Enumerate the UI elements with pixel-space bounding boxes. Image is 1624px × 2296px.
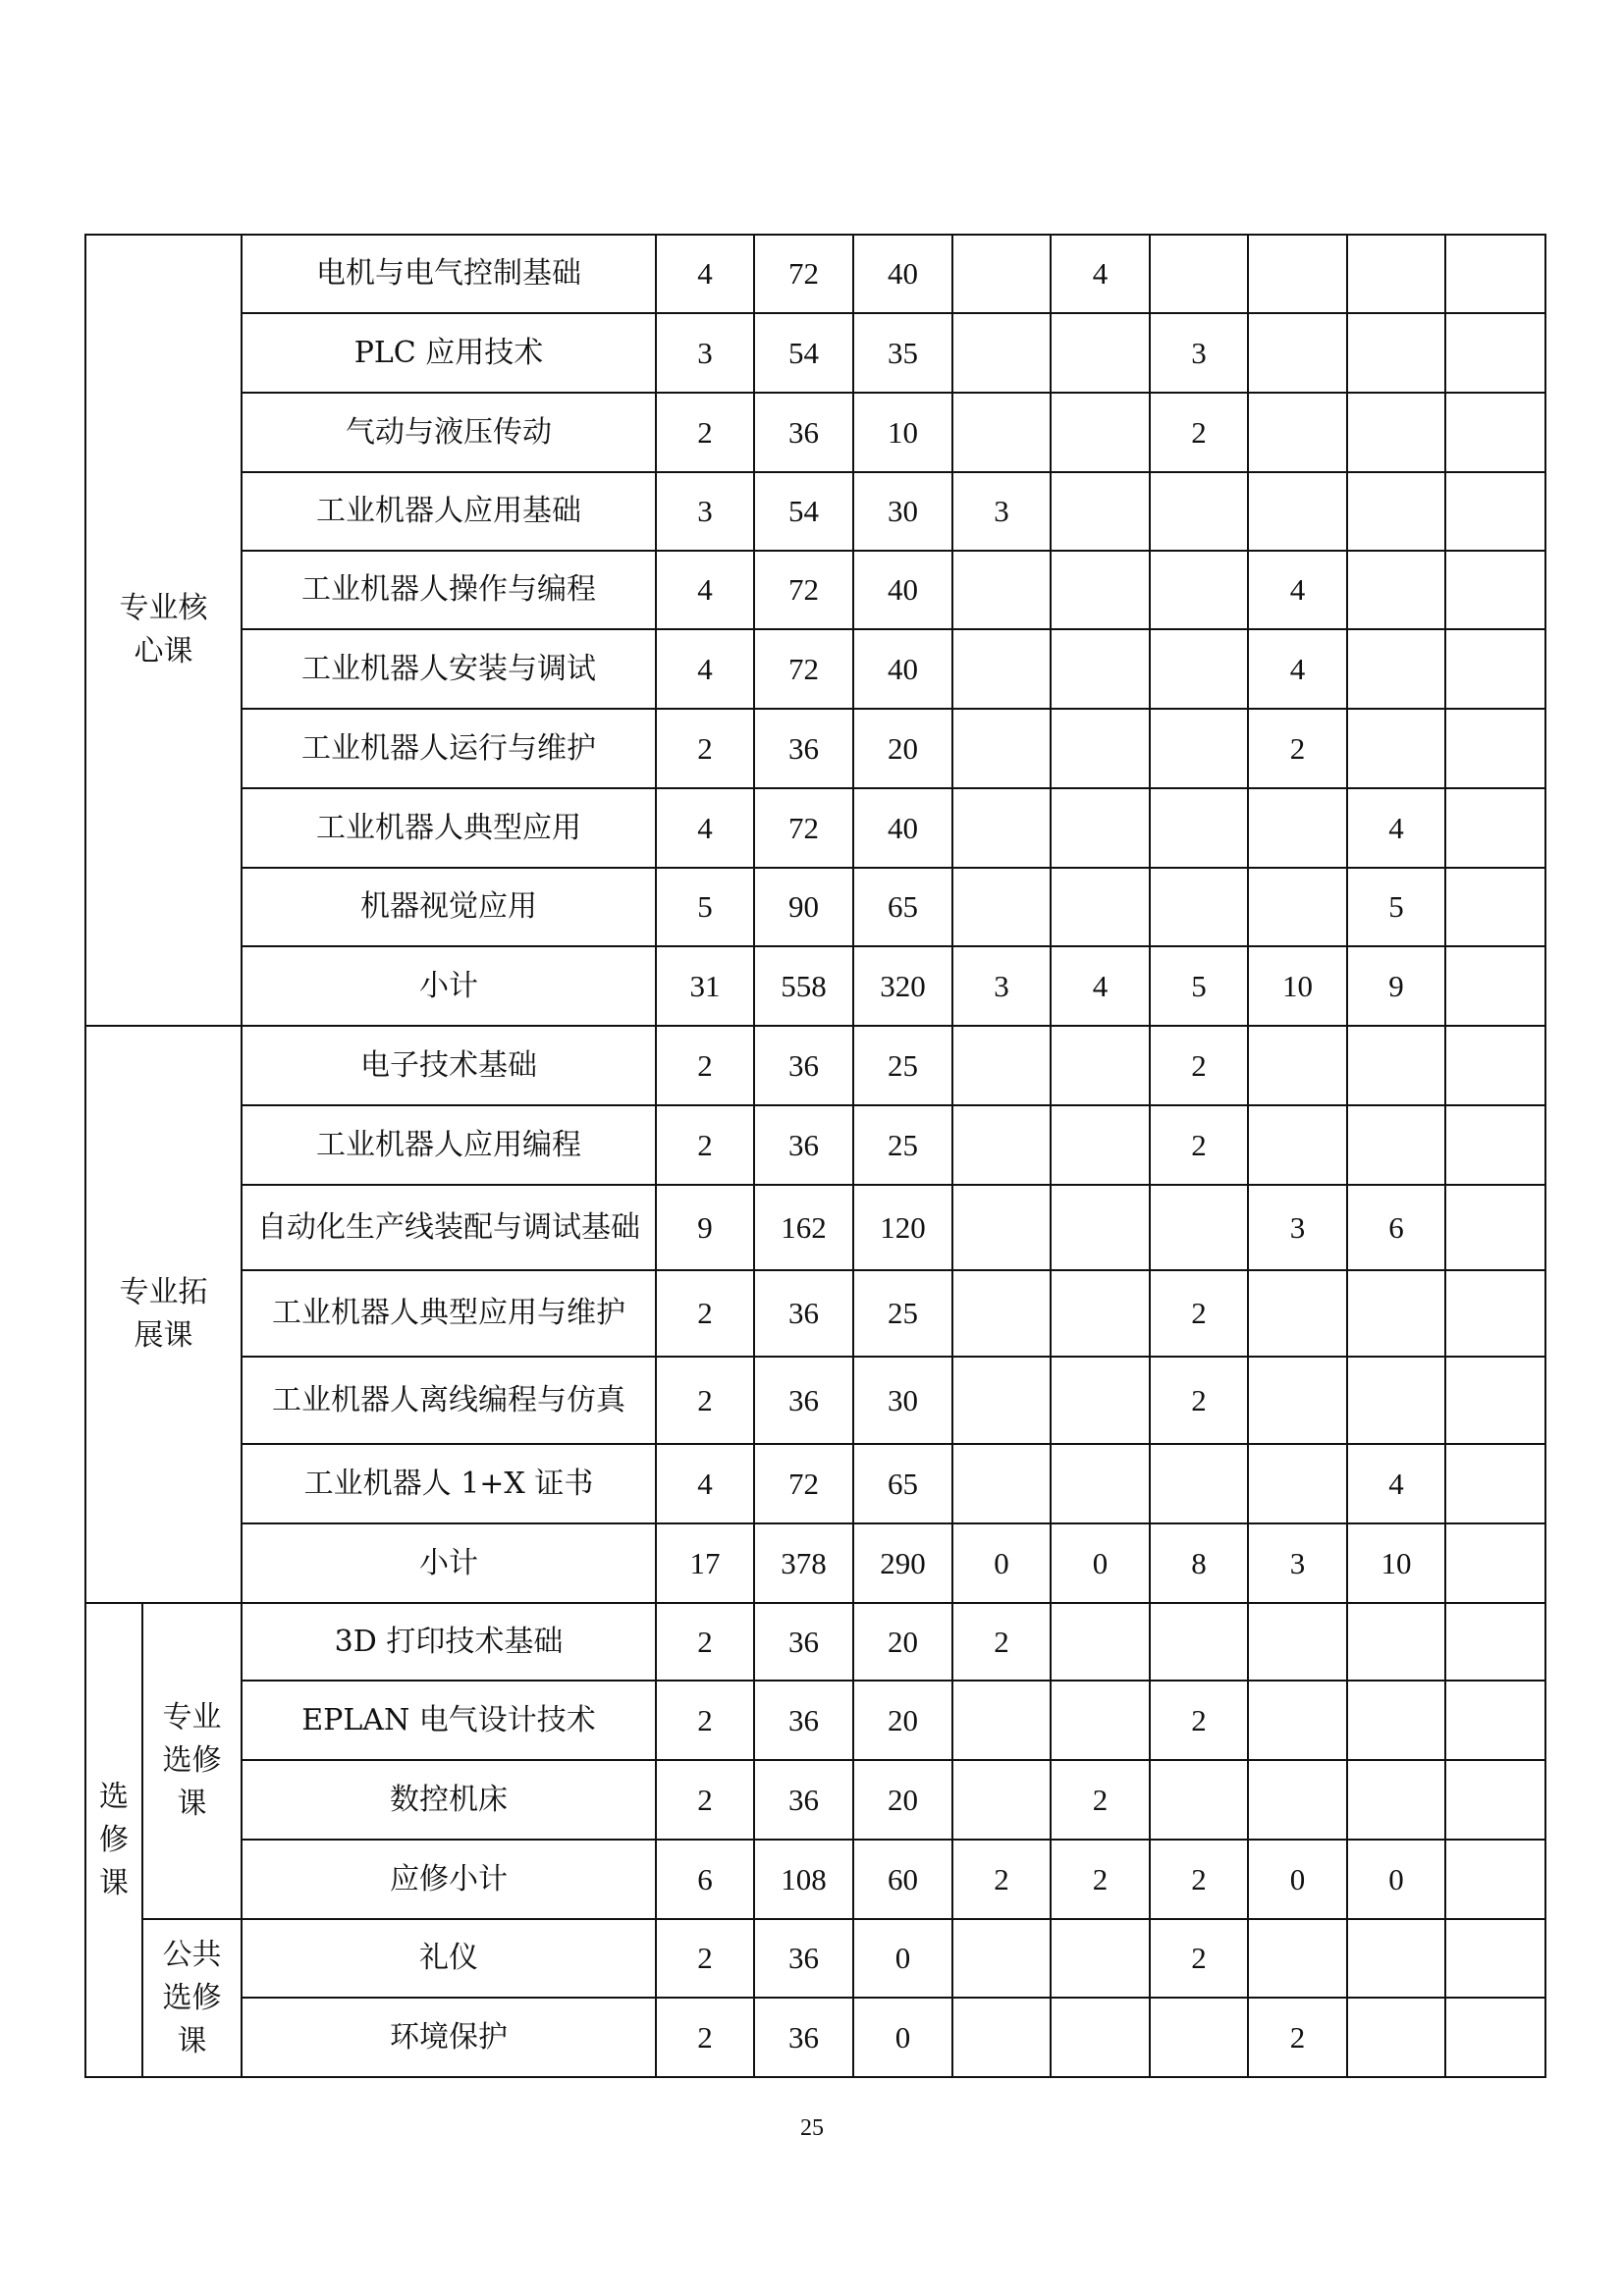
- semester-2-cell: [1051, 472, 1150, 551]
- total-hours-cell: 558: [754, 946, 853, 1026]
- semester-4-cell: [1248, 868, 1347, 946]
- total-hours-cell: 36: [754, 1760, 853, 1840]
- semester-1-cell: [952, 1357, 1051, 1444]
- practice-hours-cell: 320: [853, 946, 952, 1026]
- credits-cell: 4: [656, 235, 754, 313]
- semester-5-cell: 10: [1347, 1523, 1445, 1603]
- total-hours-cell: 378: [754, 1523, 853, 1603]
- semester-2-cell: [1051, 1105, 1150, 1185]
- course-name: 工业机器人典型应用: [242, 788, 656, 868]
- course-name: 工业机器人离线编程与仿真: [242, 1357, 656, 1444]
- practice-hours-cell: 25: [853, 1026, 952, 1105]
- semester-4-cell: [1248, 1444, 1347, 1523]
- semester-5-cell: 4: [1347, 788, 1445, 868]
- semester-6-cell: [1445, 709, 1545, 788]
- semester-6-cell: [1445, 1760, 1545, 1840]
- course-name: 机器视觉应用: [242, 868, 656, 946]
- total-hours-cell: 108: [754, 1840, 853, 1919]
- semester-5-cell: [1347, 709, 1445, 788]
- semester-5-cell: [1347, 393, 1445, 472]
- table-row: [85, 1444, 1545, 1523]
- semester-2-cell: [1051, 709, 1150, 788]
- semester-2-cell: 4: [1051, 235, 1150, 313]
- semester-6-cell: [1445, 472, 1545, 551]
- semester-5-cell: 9: [1347, 946, 1445, 1026]
- semester-2-cell: [1051, 868, 1150, 946]
- semester-5-cell: [1347, 313, 1445, 393]
- semester-3-cell: 2: [1150, 1919, 1248, 1998]
- semester-1-cell: [952, 1270, 1051, 1357]
- practice-hours-cell: 60: [853, 1840, 952, 1919]
- semester-3-cell: [1150, 788, 1248, 868]
- practice-hours-cell: 40: [853, 235, 952, 313]
- course-name: 工业机器人操作与编程: [242, 551, 656, 629]
- table-row: [85, 1270, 1545, 1357]
- semester-6-cell: [1445, 629, 1545, 709]
- semester-1-cell: [952, 1105, 1051, 1185]
- subtotal-label: 小计: [242, 1523, 656, 1603]
- course-name: 电子技术基础: [242, 1026, 656, 1105]
- table-row: [85, 788, 1545, 868]
- semester-1-cell: 0: [952, 1523, 1051, 1603]
- semester-2-cell: [1051, 1919, 1150, 1998]
- table-row: [85, 1603, 1545, 1681]
- total-hours-cell: 36: [754, 1681, 853, 1760]
- total-hours-cell: 36: [754, 1270, 853, 1357]
- semester-6-cell: [1445, 788, 1545, 868]
- semester-4-cell: [1248, 1270, 1347, 1357]
- semester-2-cell: [1051, 1185, 1150, 1270]
- subtotal-label: 应修小计: [242, 1840, 656, 1919]
- semester-5-cell: [1347, 1998, 1445, 2077]
- practice-hours-cell: 40: [853, 788, 952, 868]
- practice-hours-cell: 20: [853, 1603, 952, 1681]
- practice-hours-cell: 25: [853, 1270, 952, 1357]
- course-schedule-table: [84, 234, 1546, 2078]
- semester-6-cell: [1445, 946, 1545, 1026]
- course-name: PLC 应用技术: [242, 313, 656, 393]
- practice-hours-cell: 20: [853, 1760, 952, 1840]
- course-name: 电机与电气控制基础: [242, 235, 656, 313]
- table-row: [85, 946, 1545, 1026]
- credits-cell: 5: [656, 868, 754, 946]
- semester-3-cell: 3: [1150, 313, 1248, 393]
- total-hours-cell: 36: [754, 393, 853, 472]
- semester-2-cell: [1051, 629, 1150, 709]
- table-row: [85, 1919, 1545, 1998]
- practice-hours-cell: 0: [853, 1919, 952, 1998]
- semester-4-cell: [1248, 313, 1347, 393]
- total-hours-cell: 72: [754, 235, 853, 313]
- semester-1-cell: [952, 709, 1051, 788]
- semester-5-cell: [1347, 1270, 1445, 1357]
- semester-5-cell: [1347, 472, 1445, 551]
- semester-6-cell: [1445, 1998, 1545, 2077]
- semester-3-cell: [1150, 1603, 1248, 1681]
- semester-5-cell: 0: [1347, 1840, 1445, 1919]
- credits-cell: 2: [656, 1357, 754, 1444]
- credits-cell: 4: [656, 629, 754, 709]
- semester-3-cell: [1150, 1185, 1248, 1270]
- credits-cell: 2: [656, 1105, 754, 1185]
- semester-1-cell: [952, 629, 1051, 709]
- total-hours-cell: 72: [754, 788, 853, 868]
- semester-5-cell: [1347, 1357, 1445, 1444]
- semester-4-cell: [1248, 235, 1347, 313]
- semester-6-cell: [1445, 551, 1545, 629]
- semester-2-cell: [1051, 1444, 1150, 1523]
- credits-cell: 2: [656, 1270, 754, 1357]
- practice-hours-cell: 20: [853, 709, 952, 788]
- semester-6-cell: [1445, 1105, 1545, 1185]
- table-row: [85, 1760, 1545, 1840]
- semester-6-cell: [1445, 235, 1545, 313]
- practice-hours-cell: 30: [853, 472, 952, 551]
- table-row: [85, 1105, 1545, 1185]
- semester-3-cell: 2: [1150, 393, 1248, 472]
- semester-5-cell: [1347, 1026, 1445, 1105]
- table-row: [85, 1357, 1545, 1444]
- semester-3-cell: 8: [1150, 1523, 1248, 1603]
- practice-hours-cell: 40: [853, 551, 952, 629]
- semester-3-cell: [1150, 709, 1248, 788]
- semester-1-cell: [952, 313, 1051, 393]
- practice-hours-cell: 10: [853, 393, 952, 472]
- semester-2-cell: [1051, 393, 1150, 472]
- semester-5-cell: 6: [1347, 1185, 1445, 1270]
- semester-4-cell: 4: [1248, 551, 1347, 629]
- semester-4-cell: [1248, 788, 1347, 868]
- total-hours-cell: 54: [754, 313, 853, 393]
- subtotal-label: 小计: [242, 946, 656, 1026]
- semester-2-cell: 0: [1051, 1523, 1150, 1603]
- practice-hours-cell: 290: [853, 1523, 952, 1603]
- semester-4-cell: 2: [1248, 1998, 1347, 2077]
- semester-6-cell: [1445, 1026, 1545, 1105]
- semester-2-cell: [1051, 551, 1150, 629]
- semester-2-cell: [1051, 313, 1150, 393]
- semester-4-cell: [1248, 1760, 1347, 1840]
- credits-cell: 2: [656, 1998, 754, 2077]
- semester-2-cell: [1051, 1603, 1150, 1681]
- table-row: [85, 1523, 1545, 1603]
- semester-6-cell: [1445, 1523, 1545, 1603]
- practice-hours-cell: 40: [853, 629, 952, 709]
- semester-1-cell: [952, 868, 1051, 946]
- semester-1-cell: [952, 1919, 1051, 1998]
- semester-2-cell: 2: [1051, 1840, 1150, 1919]
- credits-cell: 4: [656, 551, 754, 629]
- semester-6-cell: [1445, 1681, 1545, 1760]
- semester-3-cell: 2: [1150, 1840, 1248, 1919]
- semester-1-cell: [952, 1026, 1051, 1105]
- credits-cell: 3: [656, 472, 754, 551]
- page-number: 25: [800, 2115, 824, 2141]
- semester-5-cell: [1347, 1919, 1445, 1998]
- course-name: 工业机器人应用编程: [242, 1105, 656, 1185]
- total-hours-cell: 36: [754, 709, 853, 788]
- credits-cell: 2: [656, 393, 754, 472]
- practice-hours-cell: 30: [853, 1357, 952, 1444]
- course-name: 环境保护: [242, 1998, 656, 2077]
- semester-1-cell: [952, 551, 1051, 629]
- semester-4-cell: [1248, 1357, 1347, 1444]
- credits-cell: 6: [656, 1840, 754, 1919]
- semester-4-cell: 4: [1248, 629, 1347, 709]
- credits-cell: 2: [656, 1026, 754, 1105]
- semester-2-cell: [1051, 788, 1150, 868]
- total-hours-cell: 36: [754, 1919, 853, 1998]
- semester-4-cell: [1248, 1919, 1347, 1998]
- table-row: [85, 1998, 1545, 2077]
- semester-1-cell: 2: [952, 1603, 1051, 1681]
- credits-cell: 4: [656, 788, 754, 868]
- semester-6-cell: [1445, 1919, 1545, 1998]
- table-row: [85, 1026, 1545, 1105]
- total-hours-cell: 36: [754, 1603, 853, 1681]
- semester-5-cell: [1347, 1603, 1445, 1681]
- practice-hours-cell: 35: [853, 313, 952, 393]
- total-hours-cell: 72: [754, 551, 853, 629]
- course-name: 礼仪: [242, 1919, 656, 1998]
- semester-5-cell: 5: [1347, 868, 1445, 946]
- total-hours-cell: 72: [754, 1444, 853, 1523]
- semester-5-cell: [1347, 1681, 1445, 1760]
- subsection-label: 公共选修课: [142, 1919, 242, 2077]
- semester-5-cell: [1347, 629, 1445, 709]
- semester-3-cell: 2: [1150, 1681, 1248, 1760]
- table-row: [85, 551, 1545, 629]
- credits-cell: 2: [656, 1919, 754, 1998]
- table-row: [85, 868, 1545, 946]
- section-label: 专业拓展课: [85, 1026, 242, 1603]
- table-row: [85, 1681, 1545, 1760]
- semester-3-cell: 2: [1150, 1105, 1248, 1185]
- credits-cell: 17: [656, 1523, 754, 1603]
- semester-4-cell: 3: [1248, 1185, 1347, 1270]
- semester-6-cell: [1445, 313, 1545, 393]
- semester-4-cell: [1248, 1105, 1347, 1185]
- practice-hours-cell: 120: [853, 1185, 952, 1270]
- semester-1-cell: [952, 1760, 1051, 1840]
- semester-2-cell: 4: [1051, 946, 1150, 1026]
- table-row: [85, 393, 1545, 472]
- course-name: 工业机器人运行与维护: [242, 709, 656, 788]
- practice-hours-cell: 20: [853, 1681, 952, 1760]
- total-hours-cell: 36: [754, 1357, 853, 1444]
- semester-4-cell: 3: [1248, 1523, 1347, 1603]
- semester-3-cell: 2: [1150, 1026, 1248, 1105]
- practice-hours-cell: 65: [853, 868, 952, 946]
- credits-cell: 2: [656, 1681, 754, 1760]
- semester-3-cell: [1150, 235, 1248, 313]
- total-hours-cell: 36: [754, 1998, 853, 2077]
- semester-1-cell: 2: [952, 1840, 1051, 1919]
- semester-3-cell: [1150, 868, 1248, 946]
- semester-6-cell: [1445, 1444, 1545, 1523]
- semester-1-cell: [952, 1681, 1051, 1760]
- semester-6-cell: [1445, 1357, 1545, 1444]
- total-hours-cell: 54: [754, 472, 853, 551]
- semester-2-cell: [1051, 1998, 1150, 2077]
- semester-1-cell: [952, 1185, 1051, 1270]
- credits-cell: 31: [656, 946, 754, 1026]
- semester-6-cell: [1445, 1270, 1545, 1357]
- semester-6-cell: [1445, 393, 1545, 472]
- semester-2-cell: [1051, 1357, 1150, 1444]
- semester-1-cell: [952, 235, 1051, 313]
- semester-1-cell: [952, 1998, 1051, 2077]
- semester-6-cell: [1445, 1603, 1545, 1681]
- semester-5-cell: [1347, 1105, 1445, 1185]
- semester-3-cell: 2: [1150, 1270, 1248, 1357]
- practice-hours-cell: 0: [853, 1998, 952, 2077]
- course-name: 气动与液压传动: [242, 393, 656, 472]
- section-label: 选修课: [85, 1603, 142, 2077]
- total-hours-cell: 36: [754, 1105, 853, 1185]
- course-name: 工业机器人应用基础: [242, 472, 656, 551]
- credits-cell: 4: [656, 1444, 754, 1523]
- credits-cell: 2: [656, 1760, 754, 1840]
- semester-2-cell: [1051, 1026, 1150, 1105]
- semester-4-cell: 0: [1248, 1840, 1347, 1919]
- semester-1-cell: [952, 393, 1051, 472]
- semester-4-cell: 2: [1248, 709, 1347, 788]
- course-name: 数控机床: [242, 1760, 656, 1840]
- semester-3-cell: [1150, 551, 1248, 629]
- total-hours-cell: 36: [754, 1026, 853, 1105]
- semester-1-cell: 3: [952, 946, 1051, 1026]
- course-name: 工业机器人 1+X 证书: [242, 1444, 656, 1523]
- table-row: [85, 1185, 1545, 1270]
- course-name: 3D 打印技术基础: [242, 1603, 656, 1681]
- total-hours-cell: 90: [754, 868, 853, 946]
- semester-4-cell: [1248, 393, 1347, 472]
- semester-3-cell: [1150, 1444, 1248, 1523]
- practice-hours-cell: 65: [853, 1444, 952, 1523]
- semester-6-cell: [1445, 868, 1545, 946]
- semester-4-cell: [1248, 1681, 1347, 1760]
- course-name: EPLAN 电气设计技术: [242, 1681, 656, 1760]
- semester-6-cell: [1445, 1840, 1545, 1919]
- semester-3-cell: 5: [1150, 946, 1248, 1026]
- subsection-label: 专业选修课: [142, 1603, 242, 1919]
- semester-3-cell: [1150, 472, 1248, 551]
- semester-4-cell: [1248, 1026, 1347, 1105]
- table-row: [85, 313, 1545, 393]
- semester-3-cell: [1150, 1998, 1248, 2077]
- semester-1-cell: 3: [952, 472, 1051, 551]
- semester-1-cell: [952, 1444, 1051, 1523]
- semester-5-cell: [1347, 235, 1445, 313]
- credits-cell: 2: [656, 709, 754, 788]
- table-row: [85, 235, 1545, 313]
- semester-2-cell: 2: [1051, 1760, 1150, 1840]
- total-hours-cell: 72: [754, 629, 853, 709]
- table-row: [85, 709, 1545, 788]
- semester-1-cell: [952, 788, 1051, 868]
- semester-2-cell: [1051, 1270, 1150, 1357]
- semester-5-cell: 4: [1347, 1444, 1445, 1523]
- table-row: [85, 1840, 1545, 1919]
- semester-4-cell: [1248, 472, 1347, 551]
- semester-3-cell: 2: [1150, 1357, 1248, 1444]
- course-name: 自动化生产线装配与调试基础: [242, 1185, 656, 1270]
- practice-hours-cell: 25: [853, 1105, 952, 1185]
- table-row: [85, 472, 1545, 551]
- semester-5-cell: [1347, 551, 1445, 629]
- semester-2-cell: [1051, 1681, 1150, 1760]
- credits-cell: 3: [656, 313, 754, 393]
- semester-6-cell: [1445, 1185, 1545, 1270]
- credits-cell: 9: [656, 1185, 754, 1270]
- section-label: 专业核心课: [85, 235, 242, 1026]
- course-name: 工业机器人安装与调试: [242, 629, 656, 709]
- semester-3-cell: [1150, 1760, 1248, 1840]
- credits-cell: 2: [656, 1603, 754, 1681]
- table-row: [85, 629, 1545, 709]
- semester-5-cell: [1347, 1760, 1445, 1840]
- semester-3-cell: [1150, 629, 1248, 709]
- total-hours-cell: 162: [754, 1185, 853, 1270]
- semester-4-cell: [1248, 1603, 1347, 1681]
- course-name: 工业机器人典型应用与维护: [242, 1270, 656, 1357]
- semester-4-cell: 10: [1248, 946, 1347, 1026]
